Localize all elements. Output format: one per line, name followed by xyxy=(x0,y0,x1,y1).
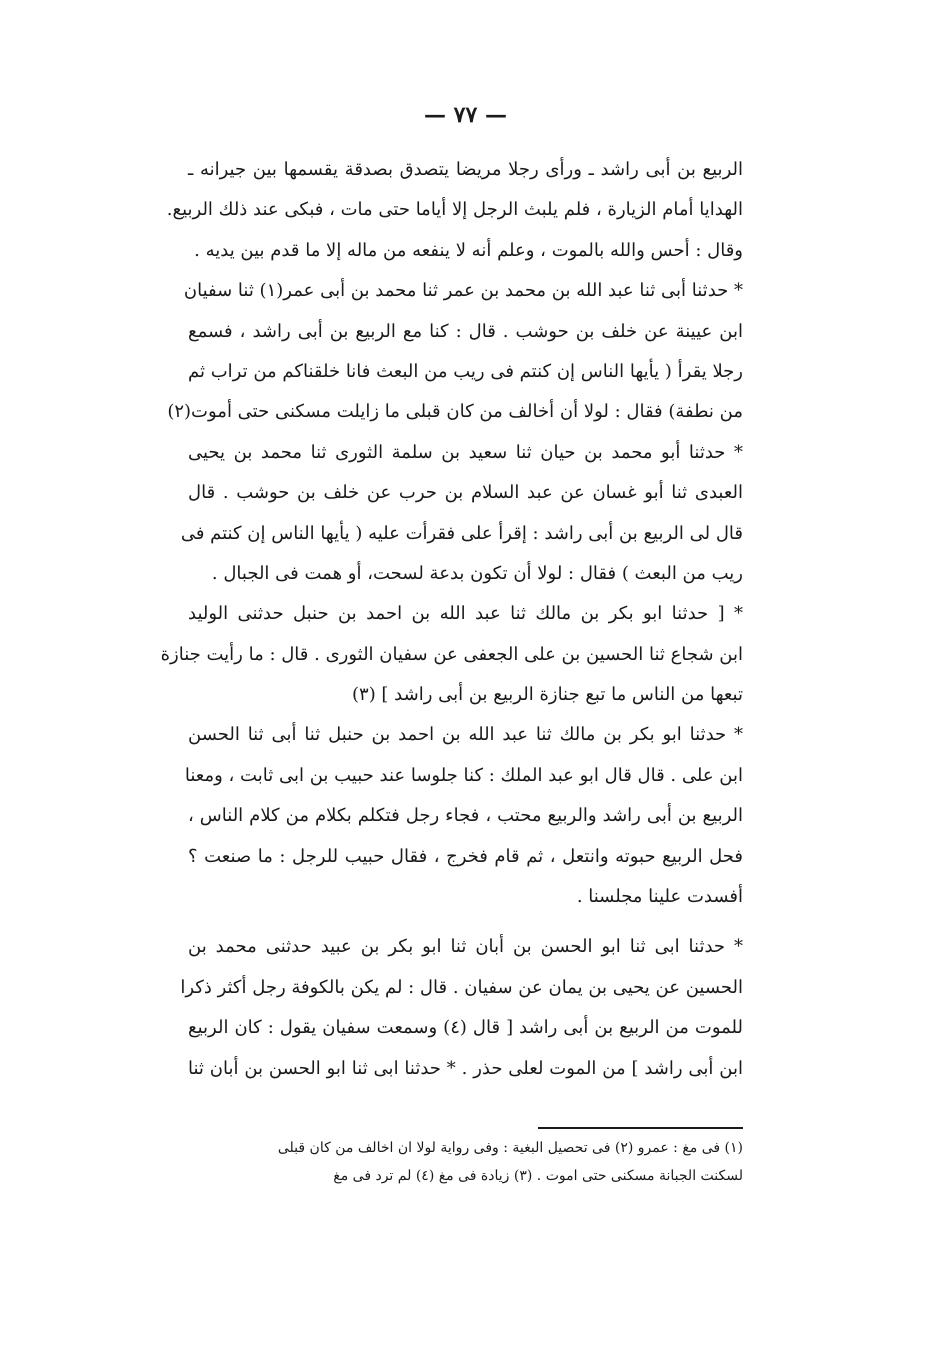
text-line: ابن شجاع ثنا الحسين بن على الجعفى عن سفيان الثورى . قال : ما رأيت جنازة xyxy=(160,643,743,665)
text-line: فحل الربيع حبوته وانتعل ، ثم قام فخرج ، فقال حبيب للرجل : ما صنعت ؟ xyxy=(188,845,743,867)
page-number: — ٧٧ — xyxy=(424,102,507,128)
text-line: الربيع بن أبى راشد والربيع محتب ، فجاء رجل فتكلم بكلام من كلام الناس ، xyxy=(188,805,743,827)
text-line: من نطفة) فقال : لولا أن أخالف من كان قبلى ما زايلت مسكنى حتى أموت(٢) xyxy=(167,401,743,423)
text-line: ابن على . قال قال ابو عبد الملك : كنا جلوسا عند حبيب بن ابى ثابت ، ومعنا xyxy=(184,764,743,786)
text-line: * حدثنا ابى ثنا ابو الحسن بن أبان ثنا ابو بكر بن عبيد حدثنى محمد بن xyxy=(188,936,743,958)
footnote-divider xyxy=(538,1127,743,1129)
body-text xyxy=(160,150,744,1089)
text-line: ابن عيينة عن خلف بن حوشب . قال : كنا مع الربيع بن أبى راشد ، فسمع xyxy=(188,320,743,342)
text-line: العبدى ثنا أبو غسان عن عبد السلام بن حرب عن خلف بن حوشب . قال xyxy=(188,482,743,504)
text-line: أفسدت علينا مجلسنا . xyxy=(576,886,743,908)
text-line: * [ حدثنا ابو بكر بن مالك ثنا عبد الله بن احمد بن حنبل حدثنى الوليد xyxy=(188,603,743,625)
text-line: للموت من الربيع بن أبى راشد [ قال (٤) وسمعت سفيان يقول : كان الربيع xyxy=(188,1017,744,1039)
text-line: * حدثنا أبو محمد بن حيان ثنا سعيد بن سلمة الثورى ثنا محمد بن يحيى xyxy=(188,441,743,463)
text-line: * حدثنا ابو بكر بن مالك ثنا عبد الله بن احمد بن حنبل ثنا أبى ثنا الحسن xyxy=(188,724,743,746)
text-line: وقال : أحس والله بالموت ، وعلم أنه لا ينفعه من ماله إلا ما قدم بين يديه . xyxy=(194,239,743,261)
text-line: الحسين عن يحيى بن يمان عن سفيان . قال : لم يكن بالكوفة رجل أكثر ذكرا xyxy=(180,976,743,998)
footnotes xyxy=(188,1134,743,1190)
text-line: الربيع بن أبى راشد ـ ورأى رجلا مريضا يتصدق بصدقة يقسمها بين جيرانه ـ xyxy=(188,159,743,180)
text-line: الهدايا أمام الزيارة ، فلم يلبث الرجل إلا أياما حتى مات ، فبكى عند ذلك الربيع. xyxy=(166,199,743,221)
footnote-line: (١) فى مغ : عمرو (٢) فى تحصيل البغية : وفى رواية لولا ان اخالف من كان قبلى xyxy=(277,1140,743,1156)
text-line: ريب من البعث ) فقال : لولا أن تكون بدعة لسحت، أو همت فى الجبال . xyxy=(211,562,743,584)
text-line: ابن أبى راشد ] من الموت لعلى حذر . * حدثنا ابى ثنا ابو الحسن بن أبان ثنا xyxy=(188,1057,743,1079)
footnote-line: لسكنت الجبانة مسكنى حتى اموت . (٣) زيادة فى مغ (٤) لم ترد فى مغ xyxy=(333,1168,743,1184)
text-line: قال لى الربيع بن أبى راشد : إقرأ على فقرأت عليه ( يأيها الناس إن كنتم فى xyxy=(180,522,743,544)
text-line: * حدثنا أبى ثنا عبد الله بن محمد بن عمر ثنا محمد بن أبى عمر(١) ثنا سفيان xyxy=(183,280,743,302)
text-line: رجلا يقرأ ( يأيها الناس إن كنتم فى ريب من البعث فانا خلقناكم من تراب ثم xyxy=(188,360,743,382)
text-line: تبعها من الناس ما تبع جنازة الربيع بن أبى راشد ] (٣) xyxy=(351,684,743,706)
